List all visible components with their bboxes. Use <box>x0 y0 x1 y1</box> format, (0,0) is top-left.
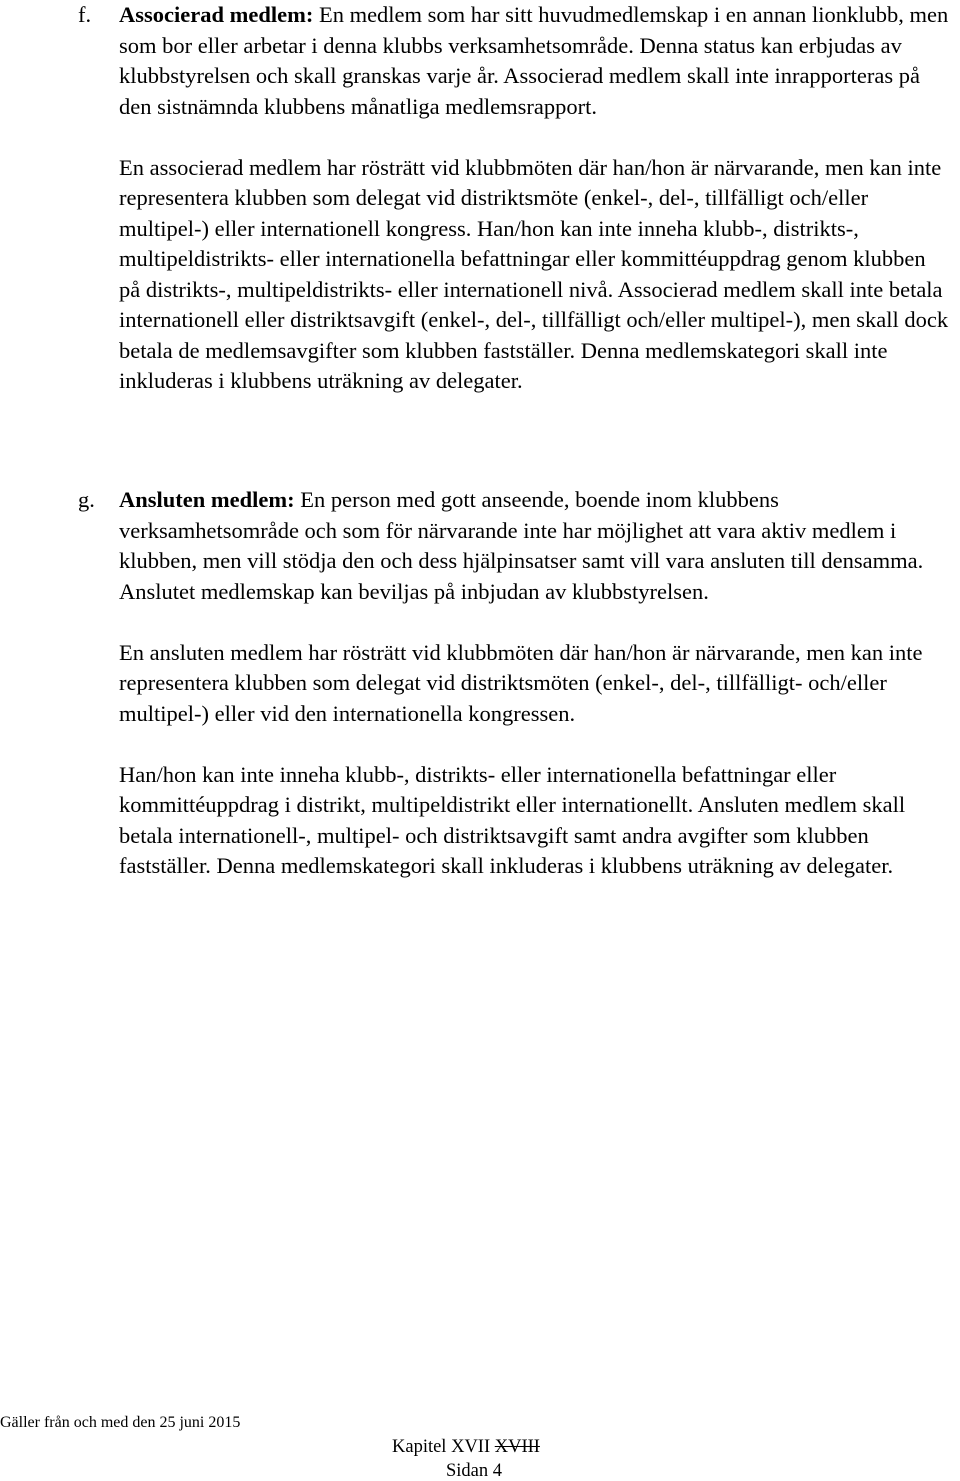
footer-page-number: Sidan 4 <box>446 1461 503 1481</box>
item-body <box>119 0 951 397</box>
lead-text: En medlem som har sitt huvudmedlemskap i en annan lionklubb, men som bor eller arbetar i denna klubbs verksamhetsområde. Denna status kan erbjudas av klubbstyrelsen och skall granskas varje år. Associerad medlem skall inte inrapporteras på den sistnämnda klubbens månatliga medlemsrapport. <box>119 2 949 119</box>
item-lead-paragraph <box>119 485 951 607</box>
footer-chapter <box>392 1436 540 1458</box>
list-marker: g. <box>78 487 95 512</box>
term-heading: Associerad medlem: <box>119 2 314 27</box>
chapter-struck: XVIII <box>494 1437 540 1457</box>
body-paragraph: Han/hon kan inte inneha klubb-, distrikts- eller internationella befattningar eller kommittéuppdrag i distrikt, multipeldistrikt eller internationellt. Ansluten medlem skall betala internationell-, multipel- och distriktsavgift samt andra avgifter som klubben fastställer. Denna medlemskategori skall inkluderas i klubbens uträkning av delegater. <box>119 761 906 878</box>
body-paragraph: En associerad medlem har rösträtt vid klubbmöten där han/hon är närvarande, men kan inte representera klubben som delegat vid distriktsmöte (enkel-, del-, tillfälligt och/eller multipel-) eller internationell kongress. Han/hon kan inte inneha klubb-, distrikts-, multipeldistrikts- eller internationella befattningar eller kommittéuppdrag genom klubben på distrikts-, multipeldistrikts- eller internationell nivå. Associerad medlem skall inte betala internationell eller distriktsavgift (enkel-, del-, tillfälligt och/eller multipel-), men skall dock betala de medlemsavgifter som klubben fastställer. Denna medlemskategori skall inte inkluderas i klubbens uträkning av delegater. <box>119 154 949 393</box>
term-heading: Ansluten medlem: <box>119 487 295 512</box>
chapter-word: Kapitel <box>392 1437 447 1457</box>
body-paragraph: En ansluten medlem har rösträtt vid klubbmöten där han/hon är närvarande, men kan inte representera klubben som delegat vid distriktsmöten (enkel-, del-, tillfälligt- och/eller multipel-) eller vid den internationella kongressen. <box>119 639 923 726</box>
chapter-current: XVII <box>451 1437 491 1457</box>
item-lead-paragraph <box>119 0 951 122</box>
lead-text: En person med gott anseende, boende inom klubbens verksamhetsområde och som för närvarande inte har möjlighet att vara aktiv medlem i klubben, men vill stödja den och dess hjälpinsatser samt vill vara ansluten till densamma. Anslutet medlemskap kan beviljas på inbjudan av klubbstyrelsen. <box>119 487 924 604</box>
list-marker: f. <box>78 2 92 27</box>
footer-valid-from: Gäller från och med den 25 juni 2015 <box>0 1414 241 1431</box>
item-body <box>119 485 951 882</box>
